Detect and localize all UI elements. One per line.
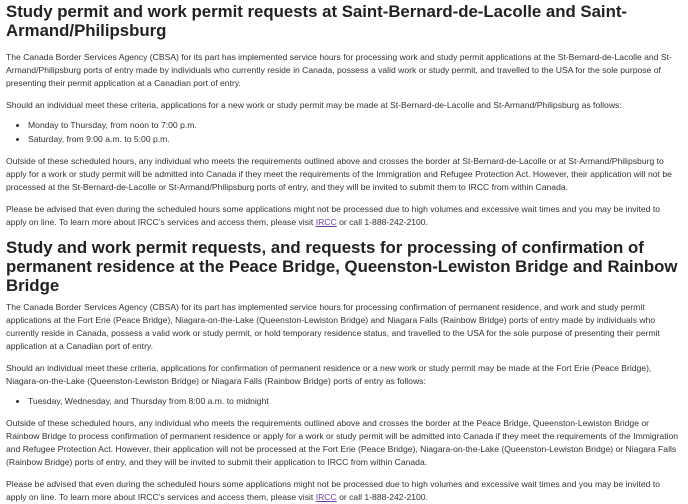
section-2-advisory-text: Please be advised that even during the scheduled hours some applications might not be processed due to high volumes and excessive wait times and you may be invited to apply on line. To learn more about IRCC’s services and access them, please visit [6, 479, 660, 502]
section-niagara-bridges [6, 238, 682, 504]
section-2-hours-item: • Tuesday, Wednesday, and Thursday from 8:00 a.m. to midnight [28, 395, 682, 408]
section-2-criteria: Should an individual meet these criteria, applications for confirmation of permanent residence or a new work or study permit may be made at the Fort Erie (Peace Bridge), Niagara-on-the-Lake (Queenston-Lewiston Bridge) or Niagara Falls (Rainbow Bridge) ports of entry as follows: [6, 363, 652, 386]
section-2-advisory [6, 478, 682, 504]
section-2-ircc-link[interactable]: IRCC [315, 492, 337, 502]
section-1-criteria: Should an individual meet these criteria, applications for a new work or study permit may be made at St-Bernard-de-Lacolle and St-Armand/Philipsburg as follows: [6, 100, 622, 110]
section-lacolle-philipsburg [6, 0, 682, 229]
section-2-advisory-phone: or call 1-888-242-2100. [336, 492, 428, 502]
section-2-hours-list [6, 395, 682, 408]
section-1-hours-item: • Saturday, from 9:00 a.m. to 5:00 p.m. [28, 133, 682, 146]
section-1-outside-hours: Outside of these scheduled hours, any individual who meets the requirements outlined above and crosses the border at St-Bernard-de-Lacolle or at St-Armand/Philipsburg to apply for a work or study permit will be admitted into Canada if they meet the requirements of the Immigration and Refugee Protection Act. However, their application will not be processed at the St-Bernard-de-Lacolle or St-Armand/Philipsburg ports of entry, and they will be invited to submit them to IRCC from within Canada. [6, 156, 672, 192]
section-1-advisory [6, 203, 682, 229]
section-1-hours-item: • Monday to Thursday, from noon to 7:00 p.m. [28, 119, 682, 132]
section-1-intro: The Canada Border Services Agency (CBSA) for its part has implemented service hours for processing work and study permit applications at the St-Bernard-de-Lacolle and St-Armand/Philipsburg ports of entry made by individuals who currently reside in Canada, possess a valid work or study permit, and travelled to the USA for the sole purpose of presenting their permit application at a Canadian port of entry. [6, 52, 672, 88]
section-1-hours-list [6, 119, 682, 146]
section-2-heading: Study and work permit requests, and requests for processing of confirmation of permanent residence at the Peace Bridge, Queenston-Lewiston Bridge and Rainbow Bridge [6, 238, 678, 295]
section-2-outside-hours: Outside of these scheduled hours, any individual who meets the requirements outlined above and crosses the border at the Peace Bridge, Queenston-Lewiston Bridge or Rainbow Bridge to process confirmation of permanent residence or apply for a work or study permit will be admitted into Canada if they meet the requirements of the Immigration and Refugee Protection Act. However, their application will not be processed at the Fort Erie (Peace Bridge), Niagara-on-the-Lake (Queenston-Lewiston Bridge) or Niagara Falls (Rainbow Bridge) ports of entry, and they will be invited to submit their application to IRCC from within Canada. [6, 418, 679, 467]
section-1-advisory-phone: or call 1-888-242-2100. [336, 217, 428, 227]
section-1-advisory-text: Please be advised that even during the scheduled hours some applications might not be processed due to high volumes and excessive wait times and you may be invited to apply on line. To learn more about IRCC’s services and access them, please visit [6, 204, 660, 227]
section-2-intro: The Canada Border Services Agency (CBSA) for its part has implemented service hours for processing confirmation of permanent residence, and work and study permit applications at the Fort Erie (Peace Bridge), Niagara-on-the-Lake (Queenston-Lewiston Bridge) and Niagara Falls (Rainbow Bridge) ports of entry made by individuals who currently reside in Canada, possess a valid work or study permit, or hold temporary residence status, and travelled to the USA for the sole purpose of presenting their permit application at a Canadian port of entry. [6, 302, 660, 351]
section-1-ircc-link[interactable]: IRCC [315, 217, 337, 227]
section-1-heading: Study permit and work permit requests at Saint-Bernard-de-Lacolle and Saint-Armand/Philipsburg [6, 2, 628, 40]
